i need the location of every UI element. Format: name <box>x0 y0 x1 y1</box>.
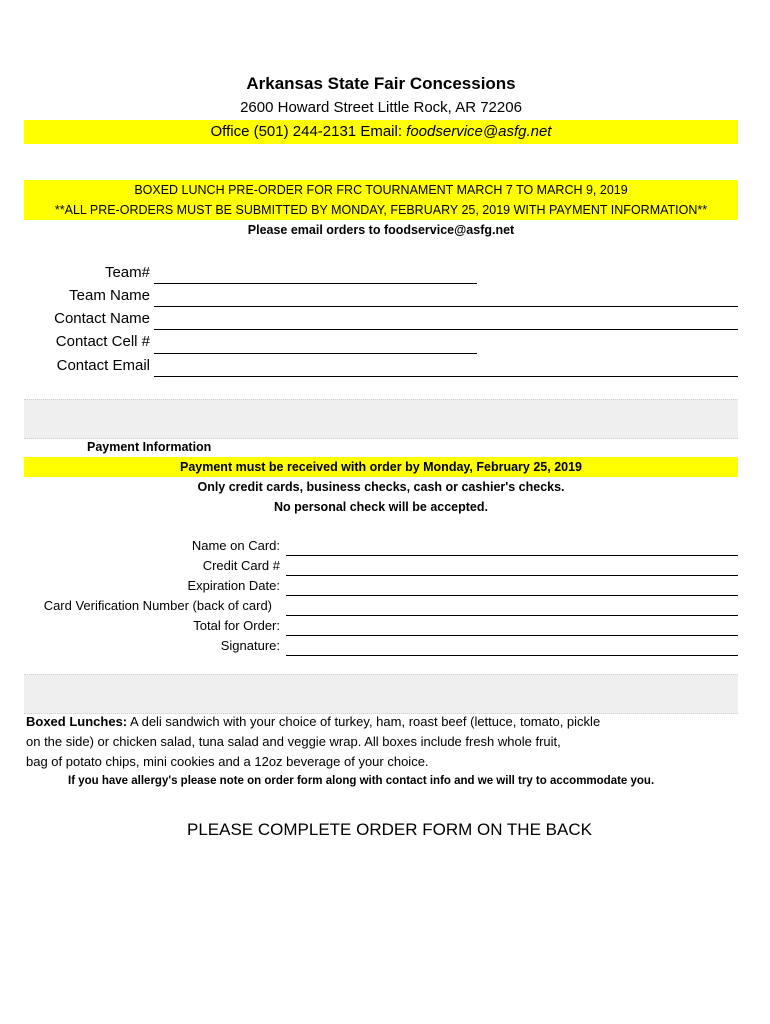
payment-deadline: Payment must be received with order by Monday, February 25, 2019 <box>180 460 582 474</box>
signature-field[interactable] <box>286 655 738 656</box>
section-divider-2 <box>24 674 738 714</box>
no-personal-check: No personal check will be accepted. <box>274 500 488 514</box>
credit-card-field[interactable] <box>286 575 738 576</box>
payment-heading: Payment Information <box>87 440 212 454</box>
contact-email-label: Contact Email <box>56 357 150 374</box>
team-number-field[interactable] <box>154 283 477 284</box>
team-name-field[interactable] <box>154 306 738 307</box>
banner-line-3: Please email orders to foodservice@asfg.net <box>247 223 515 237</box>
expiration-label: Expiration Date: <box>187 578 280 593</box>
office-phone: Office (501) 244-2131 Email: <box>210 123 407 140</box>
lunch-line-2: on the side) or chicken salad, tuna salad and veggie wrap. All boxes include fresh whole fruit, <box>26 734 561 749</box>
name-on-card-label: Name on Card: <box>191 538 280 553</box>
section-divider <box>24 399 738 439</box>
team-name-label: Team Name <box>69 287 150 304</box>
office-email[interactable]: foodservice@asfg.net <box>406 123 552 140</box>
cvv-field[interactable] <box>286 615 738 616</box>
name-on-card-field[interactable] <box>286 555 738 556</box>
banner-line-2: **ALL PRE-ORDERS MUST BE SUBMITTED BY MONDAY, FEBRUARY 25, 2019 WITH PAYMENT INFORMATION** <box>54 203 708 217</box>
contact-name-label: Contact Name <box>54 310 150 327</box>
office-contact <box>24 123 738 140</box>
lunch-line-3: bag of potato chips, mini cookies and a 12oz beverage of your choice. <box>26 754 429 769</box>
total-field[interactable] <box>286 635 738 636</box>
contact-email-field[interactable] <box>154 376 738 377</box>
payment-accepted: Only credit cards, business checks, cash or cashier's checks. <box>197 480 565 494</box>
signature-label: Signature: <box>220 638 280 653</box>
back-page-note: PLEASE COMPLETE ORDER FORM ON THE BACK <box>187 820 592 839</box>
credit-card-label: Credit Card # <box>202 558 280 573</box>
total-label: Total for Order: <box>193 618 280 633</box>
org-address: 2600 Howard Street Little Rock, AR 72206 <box>240 99 522 116</box>
allergy-note: If you have allergy's please note on order form along with contact info and we will try to accommodate you. <box>68 775 655 787</box>
contact-cell-label: Contact Cell # <box>55 333 150 350</box>
org-title: Arkansas State Fair Concessions <box>246 74 516 93</box>
contact-cell-field[interactable] <box>154 353 477 354</box>
lunch-desc-1: A deli sandwich with your choice of turkey, ham, roast beef (lettuce, tomato, pickle <box>127 714 601 729</box>
expiration-field[interactable] <box>286 595 738 596</box>
lunch-label: Boxed Lunches: <box>26 714 128 729</box>
lunch-line-1 <box>26 714 600 729</box>
team-number-label: Team# <box>104 264 150 281</box>
banner-line-1: BOXED LUNCH PRE-ORDER FOR FRC TOURNAMENT MARCH 7 TO MARCH 9, 2019 <box>134 183 628 197</box>
cvv-label: Card Verification Number (back of card) <box>43 598 272 613</box>
contact-name-field[interactable] <box>154 329 738 330</box>
